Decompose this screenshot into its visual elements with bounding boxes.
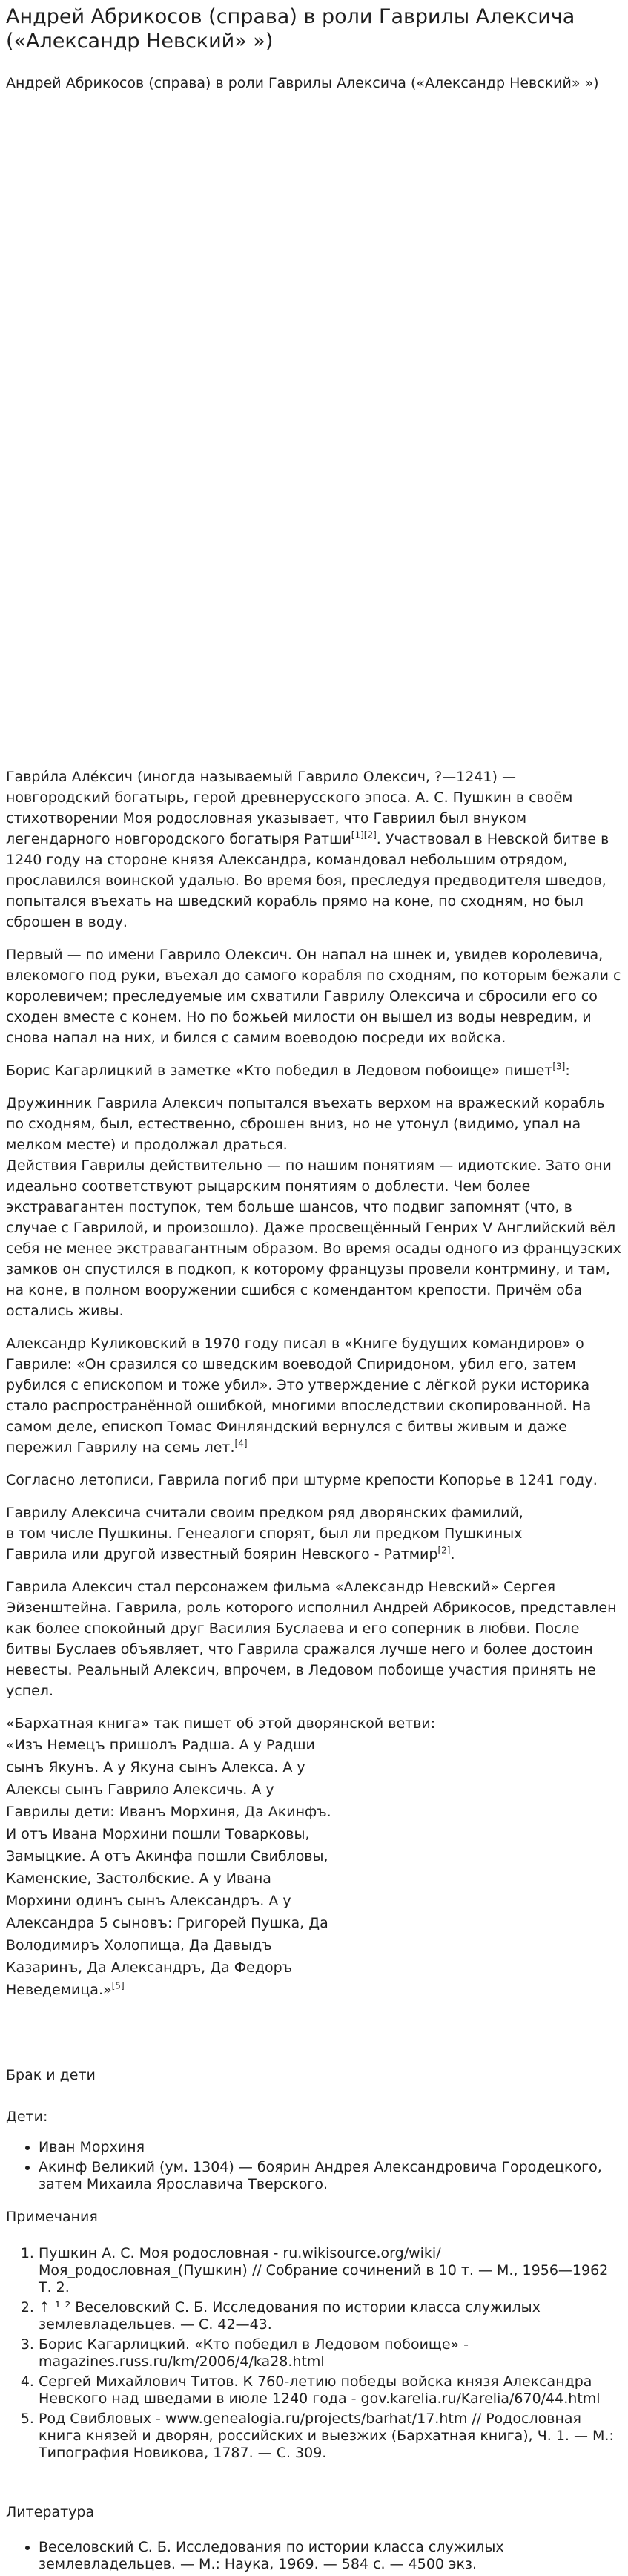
kagarlitsky-intro-tail: : xyxy=(565,1062,570,1079)
list-item: • Веселовский С. Б. Исследования по истории класса служилых землевладельцев. — М.: Наука, 1969. — 584 с. — 4500 экз. xyxy=(39,2539,621,2573)
kulikovsky-footnote-ref[interactable]: [4] xyxy=(234,1438,248,1449)
list-item[interactable]: 3. Борис Кагарлицкий. «Кто победил в Ледовом побоище» - magazines.russ.ru/km/2006/4/ka28.html xyxy=(39,2336,621,2370)
article-body xyxy=(6,766,621,2576)
ancestor-text: Гаврилу Алексича считали своим предком ряд дворянских фамилий, в том числе Пушкины. Генеалоги спорят, был ли предком Пушкиных Гаврила или другой известный боярин Невского - Ратмир xyxy=(6,1505,523,1563)
ancestor-paragraph xyxy=(6,1502,621,1565)
intro-footnote-ref[interactable]: [1][2] xyxy=(351,829,377,841)
image-placeholder xyxy=(6,104,621,757)
section-heading-literature: Литература xyxy=(6,2504,95,2520)
literature-list xyxy=(6,2539,621,2573)
intro-paragraph xyxy=(6,766,621,933)
list-item: • Иван Морхиня xyxy=(39,2139,621,2156)
kulikovsky-paragraph xyxy=(6,1333,621,1458)
velvet-book-quote xyxy=(6,1734,332,2001)
section-heading-marriage: Брак и дети xyxy=(6,2067,96,2083)
section-heading-notes: Примечания xyxy=(6,2209,98,2225)
velvet-book-quote-text: «Изъ Немецъ пришолъ Радша. А у Радши сынъ Якунъ. А у Якуна сынъ Алекса. А у Алексы сынъ Гаврило Алексичь. А у Гаврилы дети: Иванъ Морхиня, Да Акинфъ. И отъ Ивана Морхини пошли Товарковы, Замыцкие. А отъ Акинфа пошли Свибловы, Каменские, Застолбские. А у Ивана Морхини одинъ сынъ Александръ. А у Александра 5 сыновъ: Григорей Пушка, Да Володимиръ Холопища, Да Давыдъ Казаринъ, Да Александръ, Да Федоръ Неведемица.» xyxy=(6,1737,331,1998)
kagarlitsky-quote-2 xyxy=(6,1155,621,1321)
list-item[interactable]: 1. Пушкин А. С. Моя родословная - ru.wikisource.org/wiki/Моя_родословная_(Пушкин) // Собрание сочинений в 10 т. — М., 1956—1962 Т. 2. xyxy=(39,2245,621,2296)
velvet-book-footnote-ref[interactable]: [5] xyxy=(111,1980,125,1991)
ancestor-text-tail: . xyxy=(450,1546,455,1563)
spacer xyxy=(6,2013,621,2065)
notes-list xyxy=(6,2245,621,2462)
koporye-paragraph: Согласно летописи, Гаврила погиб при штурме крепости Копорье в 1241 году. xyxy=(6,1472,598,1488)
image-caption: Андрей Абрикосов (справа) в роли Гаврилы Алексича («Александр Невский» ») xyxy=(6,75,599,91)
list-item[interactable]: 2. ↑ ¹ ² Веселовский С. Б. Исследования по истории класса служилых землевладельцев. — С. 42—43. xyxy=(39,2299,621,2333)
page-title: Андрей Абрикосов (справа) в роли Гаврилы Алексича («Александр Невский» ») xyxy=(6,5,575,53)
children-label: Дети: xyxy=(6,2109,48,2125)
kagarlitsky-quote-2-text: Действия Гаврилы действительно — по нашим понятиям — идиотские. Зато они идеально соответствуют рыцарским понятиям о доблести. Чем более экстравагантен поступок, тем больше шансов, что подвиг запомнят (что, в случае с Гаврилой, и произошло). Даже просвещённый Генрих V Английский вёл себя не менее экстравагантным образом. Во время осады одного из французских замков он спустился в подкоп, к которому французы провели контрмину, и там, на коне, в полном вооружении сшибся с комендантом крепости. Причём оба остались живы. xyxy=(6,1157,621,1319)
chronicle-quote-paragraph: Первый — по имени Гаврило Олексич. Он напал на шнек и, увидев королевича, влекомого под руки, въехал до самого корабля по сходням, по которым бежали с королевичем; преследуемые им схватили Гаврилу Олексича и сбросили его со сходен вместе с конем. Но по божьей милости он вышел из воды невредим, и снова напал на них, и бился с самим воеводою посреди их войска. xyxy=(6,947,621,1046)
list-item[interactable]: 5. Род Свибловых - www.genealogia.ru/projects/barhat/17.htm // Родословная книга князей и дворян, российских и выезжих (Бархатная книга), Ч. 1. — М.: Типография Новикова, 1787. — С. 309. xyxy=(39,2411,621,2462)
children-list xyxy=(6,2139,621,2193)
intro-text-1: Гаври́ла Але́ксич (иногда называемый Гаврило Олексич, ?—1241) — новгородский богатырь, герой древнерусского эпоса. А. С. Пушкин в своём стихотворении Моя родословная указывает, что Гавриил был внуком легендарного новгородского богатыря Ратши xyxy=(6,769,573,847)
kagarlitsky-intro xyxy=(6,1060,621,1081)
velvet-book-intro: «Бархатная книга» так пишет об этой дворянской ветви: xyxy=(6,1715,436,1732)
kulikovsky-text: Александр Куликовский в 1970 году писал в «Книге будущих командиров» о Гавриле: «Он сразился со шведским воеводой Спиридоном, убил его, затем рубился с епископом и тоже убил». Это утверждение с лёгкой руки историка стало распространённой ошибкой, многими впоследствии скопированной. На самом деле, епископ Томас Финляндский вернулся с битвы живым и даже пережил Гаврилу на семь лет. xyxy=(6,1335,592,1456)
list-item[interactable]: 4. Сергей Михайлович Титов. К 760-летию победы войска князя Александра Невского над шведами в июле 1240 года - gov.karelia.ru/Karelia/670/44.html xyxy=(39,2373,621,2408)
intro-text-2: . Участвовал в Невской битве в 1240 году на стороне князя Александра, командовал небольшим отрядом, прославился воинской удалью. Во время боя, преследуя предводителя шведов, попытался въехать на шведский корабль прямо на коне, по сходням, но был сброшен в воду. xyxy=(6,831,609,930)
list-item: • Акинф Великий (ум. 1304) — боярин Андрея Александровича Городецкого, затем Михаила Ярославича Тверского. xyxy=(39,2159,621,2193)
film-paragraph: Гаврила Алексич стал персонажем фильма «Александр Невский» Сергея Эйзенштейна. Гаврила, роль которого исполнил Андрей Абрикосов, представлен как более спокойный друг Василия Буслаева и его соперник в любви. После битвы Буслаев объявляет, что Гаврила сражался лучше него и более достоин невесты. Реальный Алексич, впрочем, в Ледовом побоище участия принять не успел. xyxy=(6,1579,617,1699)
kagarlitsky-footnote-ref[interactable]: [3] xyxy=(552,1061,566,1072)
kagarlitsky-intro-text: Борис Кагарлицкий в заметке «Кто победил в Ледовом побоище» пишет xyxy=(6,1062,553,1079)
ancestor-footnote-ref[interactable]: [2] xyxy=(437,1545,451,1556)
kagarlitsky-quote-1: Дружинник Гаврила Алексич попытался въехать верхом на вражеский корабль по сходням, был, естественно, сброшен вниз, но не утонул (видимо, упал на мелком месте) и продолжал драться. xyxy=(6,1095,605,1153)
